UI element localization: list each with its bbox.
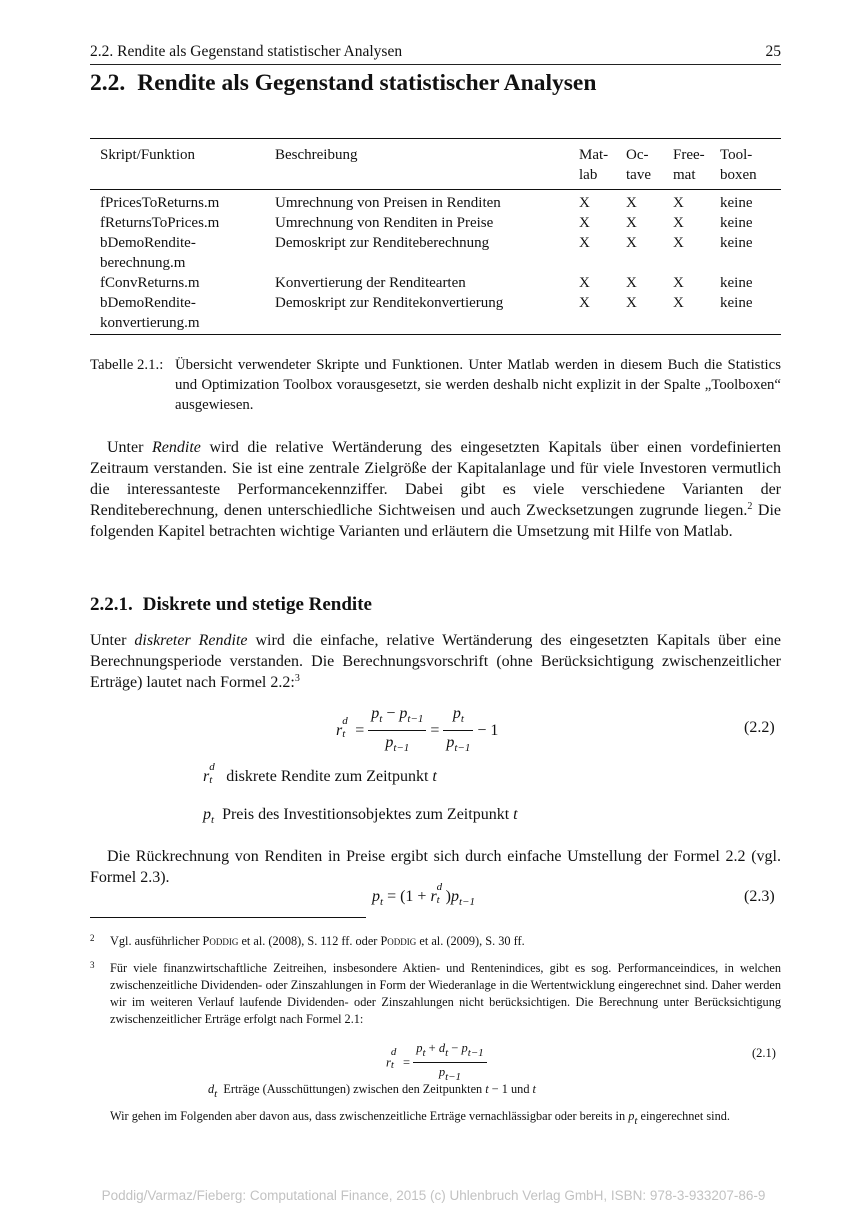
definition-dt: dt Erträge (Ausschüttungen) zwischen den Zeitpunkten t − 1 und t [208, 1082, 536, 1100]
running-header [90, 43, 781, 61]
table-bottom-rule [90, 334, 781, 335]
footnote-mark: 2 [90, 933, 95, 943]
cell-description: Demoskript zur Renditekonvertierung [275, 295, 504, 311]
cell-octave: X [626, 195, 637, 211]
cell-script: fPricesToReturns.m [100, 195, 220, 211]
definition-rtd: r d t diskrete Rendite zum Zeitpunkt t [203, 761, 437, 786]
equation-2-1: r d t = $\frac{pt + dt - pt-1}{pt-1}$ [386, 1040, 487, 1087]
paragraph-diskrete-rendite: Unter diskreter Rendite wird die einfache, relative Wertänderung des eingesetzten Kapitals über eine Berechnungsperiode verstanden. Die Berechnungsvorschrift (ohne Berücksichtigung zwischenzeitlicher Erträge) lautet nach Formel 2.2:$^3$ [90, 632, 781, 691]
cell-freemat: X [673, 195, 684, 211]
cell-toolboxen: keine [720, 195, 753, 211]
cell-script: bDemoRendite- berechnung.m [100, 235, 196, 271]
equation-number: (2.3) [744, 888, 775, 905]
cell-octave: X [626, 215, 637, 231]
copyright-footer: Poddig/Varmaz/Fieberg: Computational Finance, 2015 (c) Uhlenbruch Verlag GmbH, ISBN: 978-3-933207-86-9 [101, 1188, 766, 1203]
footnote-rule [90, 917, 366, 918]
paragraph-rendite: Unter Rendite wird die relative Wertänderung des eingesetzten Kapitals über einen vordefinierten Zeitraum verstanden. Sie ist eine zentrale Zielgröße der Kapitalanlage und für viele Investoren vermutlich die interessanteste Performancekennziffer. Dabei gibt es viele verschiedene Varianten der Renditeberechnung, denen unterschiedliche Sichtweisen und auch Zwecksetzungen zugrunde liegen.$^2$ Die folgenden Kapitel betrachten wichtige Varianten und erläutern die Umsetzung mit Hilfe von Matlab. [90, 439, 782, 540]
fraction: $\frac{p_t}{p_{t-1}}$ [443, 703, 473, 760]
cell-octave: X [626, 275, 637, 291]
cell-toolboxen: keine [720, 295, 753, 311]
cell-script: bDemoRendite- konvertierung.m [100, 295, 200, 331]
footnote-ref[interactable]: 3 [294, 673, 300, 684]
cell-toolboxen: keine [720, 275, 753, 291]
cell-matlab: X [579, 295, 590, 311]
fraction: $\frac{p_t - p_{t-1}}{p_{t-1}}$ [368, 703, 426, 760]
paragraph-rueckrechnung: Die Rückrechnung von Renditen in Preise ergibt sich durch einfache Umstellung der Formel 2.2 (vgl. Formel 2.3). [90, 848, 781, 886]
footnote-3-continuation: Wir gehen im Folgenden aber davon aus, dass zwischenzeitliche Erträge vernachlässigbar oder bereits in pt eingerechnet sind. [110, 1109, 730, 1127]
cell-description: Umrechnung von Renditen in Preise [275, 215, 494, 231]
cell-script: fReturnsToPrices.m [100, 215, 220, 231]
cell-matlab: X [579, 215, 590, 231]
cell-matlab: X [579, 235, 590, 251]
table-top-rule [90, 138, 781, 139]
cell-freemat: X [673, 295, 684, 311]
table-header-toolboxen: Tool- boxen [720, 147, 757, 183]
footnote-ref[interactable]: 2 [747, 501, 753, 512]
cell-freemat: X [673, 235, 684, 251]
definition-pt: $p_t$ Preis des Investitionsobjektes zum Zeitpunkt t [203, 806, 518, 826]
cell-toolboxen: keine [720, 215, 753, 231]
equation-number: (2.2) [744, 719, 775, 736]
section-heading [90, 70, 596, 97]
emphasis: diskreter Rendite [134, 632, 248, 649]
cell-freemat: X [673, 275, 684, 291]
running-header-title: 2.2. Rendite als Gegenstand statistischer Analysen [90, 43, 403, 60]
cell-octave: X [626, 235, 637, 251]
subsection-title: Diskrete und stetige Rendite [142, 594, 372, 615]
header-rule [90, 64, 781, 65]
section-title: Rendite als Gegenstand statistischer Analysen [137, 70, 597, 96]
subsection-number: 2.2.1. [90, 594, 133, 615]
cell-toolboxen: keine [720, 235, 753, 251]
section-number: 2.2. [90, 70, 126, 96]
table-header-freemat: Free- mat [673, 147, 705, 183]
cell-description: Demoskript zur Renditeberechnung [275, 235, 490, 251]
cell-script: fConvReturns.m [100, 275, 200, 291]
table-header-script: Skript/Funktion [100, 147, 196, 163]
page-number: 25 [765, 43, 781, 60]
table-header-matlab: Mat- lab [579, 147, 609, 183]
table-header-rule [90, 189, 781, 190]
equation-2-3: $p_t = (1 + r$ d t )$p_{t-1}$ [372, 881, 475, 908]
cell-octave: X [626, 295, 637, 311]
subsection-heading [90, 594, 372, 616]
footnote-mark: 3 [90, 960, 95, 970]
caption-label: Tabelle 2.1.: [90, 357, 164, 373]
table-header-description: Beschreibung [275, 147, 358, 163]
caption-text: Übersicht verwendeter Skripte und Funktionen. Unter Matlab werden in diesem Buch die Statistics und Optimization Toolbox vorausgesetzt, sie werden deshalb nicht explizit in der Spalte „Toolboxen“ ausgewiesen. [175, 357, 781, 413]
equation-number: (2.1) [752, 1046, 776, 1060]
cell-freemat: X [673, 215, 684, 231]
cell-description: Umrechnung von Preisen in Renditen [275, 195, 501, 211]
table-header-octave: Oc- tave [626, 147, 651, 183]
cell-description: Konvertierung der Renditearten [275, 275, 466, 291]
cell-matlab: X [579, 195, 590, 211]
fraction: $\frac{pt + dt - pt-1}{pt-1}$ [413, 1040, 486, 1087]
emphasis: Rendite [152, 439, 201, 456]
equation-2-2: r d t = $\frac{p_t - p_{t-1}}{p_{t-1}}$ = $\frac{p_t}{p_{t-1}}$ − 1 [336, 703, 498, 760]
cell-matlab: X [579, 275, 590, 291]
